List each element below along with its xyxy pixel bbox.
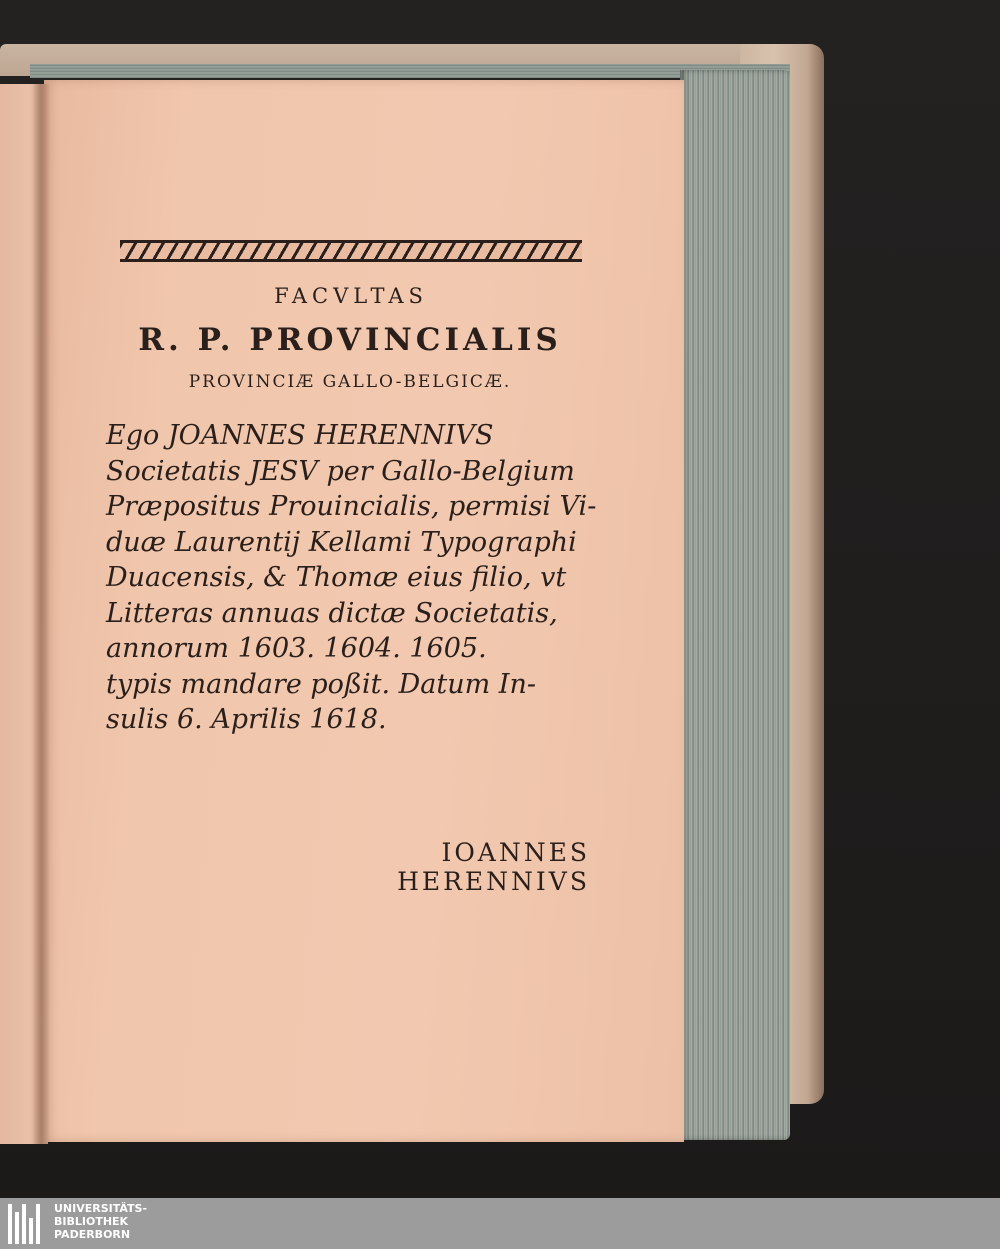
gutter-shadow — [32, 84, 50, 1144]
body-line: Præpositus Prouincialis, permisi Vi- — [106, 491, 597, 522]
logo-text-line: BIBLIOTHEK — [54, 1215, 129, 1228]
body-line: sulis 6. Aprilis 1618. — [106, 704, 387, 735]
library-footer-bar — [0, 1198, 1000, 1249]
library-logo-text — [54, 1202, 147, 1241]
heading-facultas: FACVLTAS — [274, 284, 428, 308]
body-line: Societatis JESV per Gallo-Belgium — [106, 455, 575, 487]
heading-provincialis: R. P. PROVINCIALIS — [138, 322, 562, 358]
body-line: Ego JOANNES HERENNIVS — [106, 420, 494, 451]
body-line: Duacensis, & Thomæ eius filio, vt — [106, 562, 567, 593]
signature: IOANNES HERENNIVS — [397, 838, 590, 896]
heading-province: PROVINCIÆ GALLO-BELGICÆ. — [188, 372, 512, 392]
page-edges-top — [30, 64, 790, 78]
body-text — [106, 418, 596, 738]
body-line: annorum 1603. 1604. 1605. — [106, 633, 487, 664]
body-line: typis mandare poßit. Datum In- — [106, 668, 536, 700]
logo-text-line: PADERBORN — [54, 1228, 131, 1241]
page-edges — [680, 70, 790, 1140]
logo-text-line: UNIVERSITÄTS- — [54, 1202, 148, 1215]
body-line: duæ Laurentij Kellami Typographi — [106, 526, 577, 558]
body-line: Litteras annuas dictæ Societatis, — [106, 597, 558, 629]
library-logo-icon — [8, 1204, 48, 1244]
ornamental-headpiece — [120, 240, 582, 262]
